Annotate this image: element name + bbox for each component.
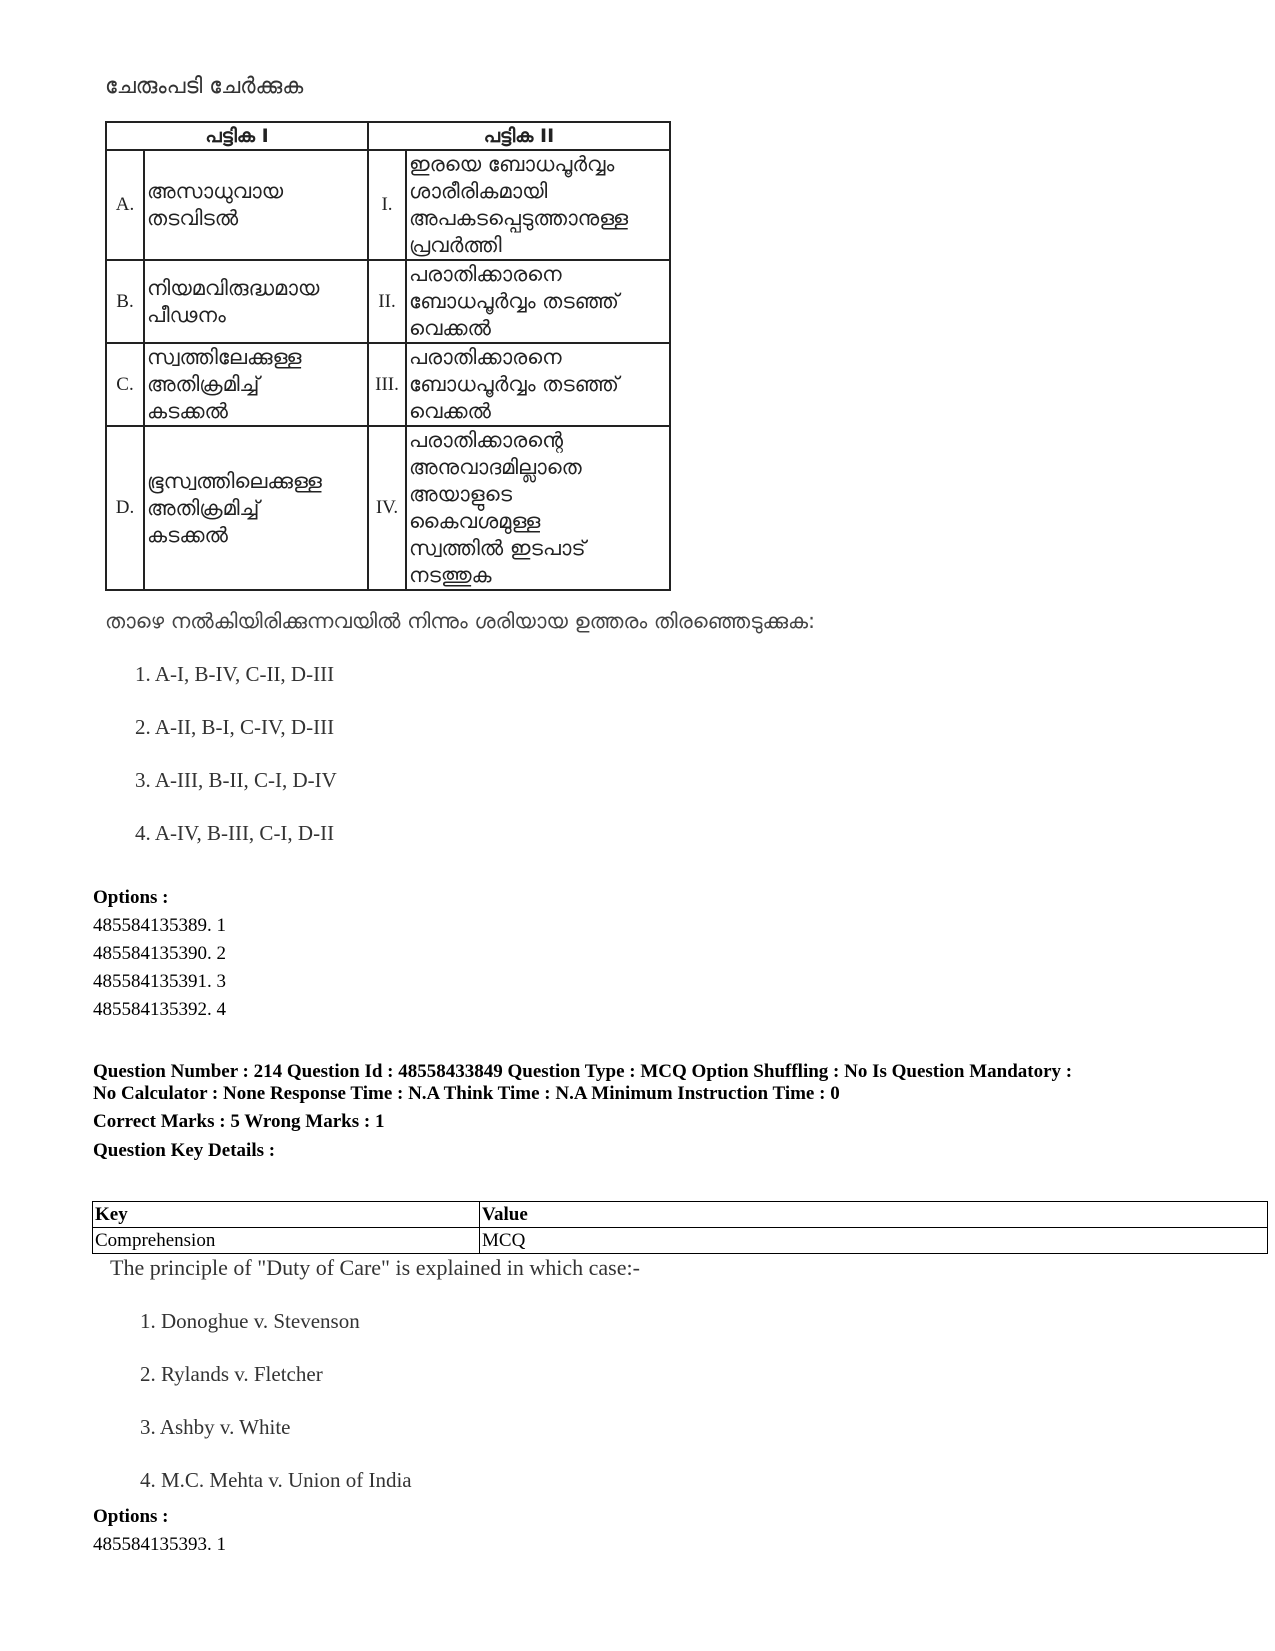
question-meta-line-1: Question Number : 214 Question Id : 48558433849 Question Type : MCQ Option Shuffling : No Is Question Mandatory : xyxy=(93,1061,1073,1082)
choice-list xyxy=(110,1295,640,1507)
list-1-header: പട്ടിക I xyxy=(106,122,368,150)
row-label: IV. xyxy=(368,426,406,590)
options-label: Options : xyxy=(93,887,169,908)
list-2-item: ഇരയെ ബോധപൂർവ്വം ശാരീരികമായി അപകടപ്പെടുത്താനുള്ള പ്രവർത്തി xyxy=(406,150,670,260)
choice-item: 1. A-I, B-IV, C-II, D-III xyxy=(135,662,335,686)
question-text: The principle of "Duty of Care" is explained in which case:- xyxy=(110,1255,640,1280)
choice-item: 2. A-II, B-I, C-IV, D-III xyxy=(135,715,335,739)
question-214-image xyxy=(110,1255,640,1507)
choice-item: 4. A-IV, B-III, C-I, D-II xyxy=(135,821,335,845)
choice-item: 3. A-III, B-II, C-I, D-IV xyxy=(135,768,337,792)
key-header: Key xyxy=(93,1202,480,1228)
match-table-header xyxy=(106,122,670,150)
marks-line: Correct Marks : 5 Wrong Marks : 1 xyxy=(93,1111,385,1132)
match-row xyxy=(106,426,670,590)
choose-instruction: താഴെ നൽകിയിരിക്കുന്നവയിൽ നിന്നും ശരിയായ ഉത്തരം തിരഞ്ഞെടുക്കുക: xyxy=(105,609,816,633)
option-item: 485584135390. 2 xyxy=(93,943,226,964)
key-details-label: Question Key Details : xyxy=(93,1140,276,1161)
list-1-item: നിയമവിരുദ്ധമായ പീഢനം xyxy=(144,260,368,343)
key-details-table xyxy=(92,1201,1268,1254)
value-header: Value xyxy=(480,1202,1268,1228)
row-label: I. xyxy=(368,150,406,260)
choice-item: 2. Rylands v. Fletcher xyxy=(140,1362,323,1386)
match-instruction: ചേരുംപടി ചേർക്കുക xyxy=(105,74,304,99)
match-row xyxy=(106,260,670,343)
key-cell: Comprehension xyxy=(93,1228,480,1254)
choice-list xyxy=(105,648,815,860)
list-2-item: പരാതിക്കാരനെ ബോധപൂർവ്വം തടഞ്ഞ് വെക്കൽ xyxy=(406,343,670,426)
row-label: II. xyxy=(368,260,406,343)
question-213-image xyxy=(105,74,815,860)
row-label: B. xyxy=(106,260,144,343)
match-row xyxy=(106,343,670,426)
list-1-item: സ്വത്തിലേക്കുള്ള അതിക്രമിച്ച് കടക്കൽ xyxy=(144,343,368,426)
list-2-item: പരാതിക്കാരന്റെ അനുവാദമില്ലാതെ അയാളുടെ കൈവശമുള്ള സ്വത്തിൽ ഇടപാട് നടത്തുക xyxy=(406,426,670,590)
choice-item: 4. M.C. Mehta v. Union of India xyxy=(140,1468,412,1492)
list-2-header: പട്ടിക II xyxy=(368,122,670,150)
key-table-header xyxy=(93,1202,1268,1228)
row-label: D. xyxy=(106,426,144,590)
option-item: 485584135392. 4 xyxy=(93,999,226,1020)
list-1-item: അസാധുവായ തടവിടൽ xyxy=(144,150,368,260)
row-label: A. xyxy=(106,150,144,260)
key-table-row xyxy=(93,1228,1268,1254)
option-item: 485584135389. 1 xyxy=(93,915,226,936)
row-label: C. xyxy=(106,343,144,426)
choice-item: 1. Donoghue v. Stevenson xyxy=(140,1309,360,1333)
value-cell: MCQ xyxy=(480,1228,1268,1254)
options-label: Options : xyxy=(93,1506,169,1527)
choice-item: 3. Ashby v. White xyxy=(140,1415,291,1439)
match-row xyxy=(106,150,670,260)
option-item: 485584135391. 3 xyxy=(93,971,226,992)
list-1-item: ഭൂസ്വത്തിലെക്കുള്ള അതിക്രമിച്ച് കടക്കൽ xyxy=(144,426,368,590)
option-item: 485584135393. 1 xyxy=(93,1534,226,1555)
match-table xyxy=(105,121,671,591)
question-meta-line-2: No Calculator : None Response Time : N.A Think Time : N.A Minimum Instruction Time : 0 xyxy=(93,1083,840,1104)
list-2-item: പരാതിക്കാരനെ ബോധപൂർവ്വം തടഞ്ഞ് വെക്കൽ xyxy=(406,260,670,343)
row-label: III. xyxy=(368,343,406,426)
